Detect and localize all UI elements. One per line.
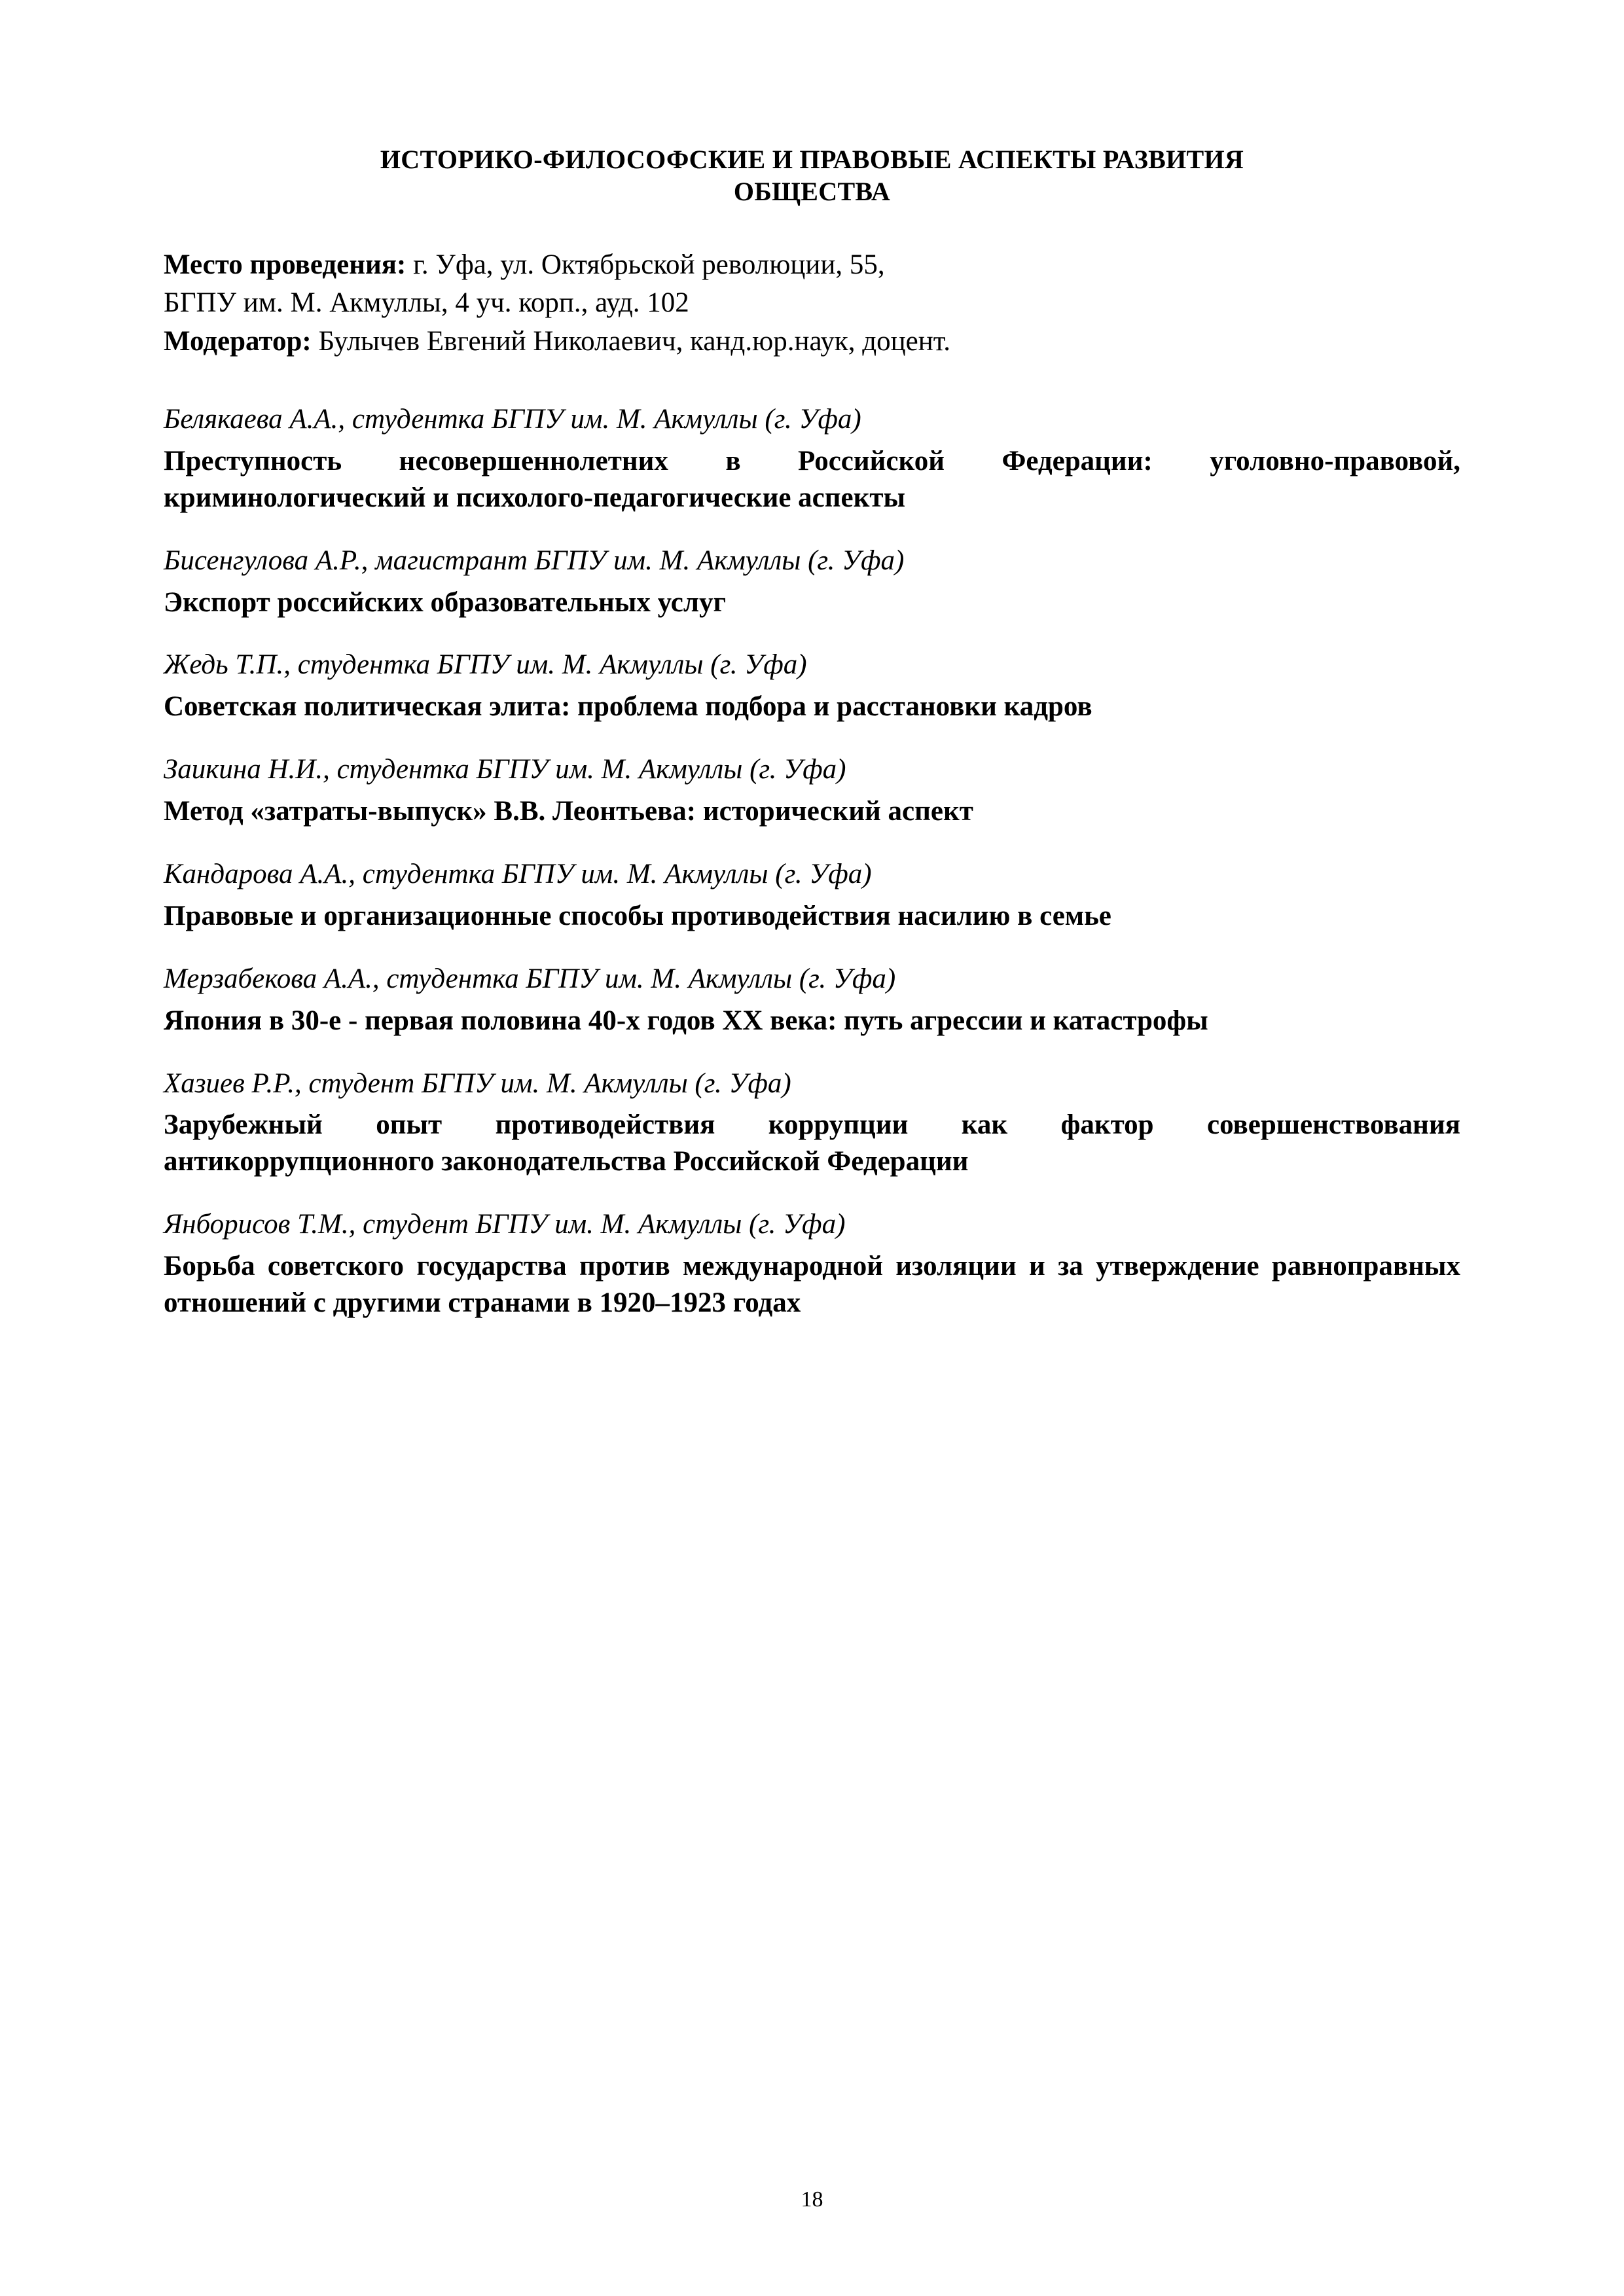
- venue-label: Место проведения:: [164, 249, 406, 280]
- entry-author: Бисенгулова А.Р., магистрант БГПУ им. М. Акмуллы (г. Уфа): [164, 545, 905, 576]
- venue-line-2: БГПУ им. М. Акмуллы, 4 уч. корп., ауд. 102: [164, 287, 689, 319]
- venue-block: [164, 246, 1460, 361]
- list-item: [164, 751, 1460, 830]
- entry-author: Хазиев Р.Р., студент БГПУ им. М. Акмуллы (г. Уфа): [164, 1067, 791, 1099]
- page-number: 18: [801, 2187, 823, 2212]
- page-title: [203, 144, 1421, 208]
- moderator-line: [164, 323, 1460, 361]
- venue-value: г. Уфа, ул. Октябрьской революции, 55,: [406, 249, 885, 280]
- entry-title: Преступность несовершеннолетних в Российской Федерации: уголовно-правовой, криминологический и психолого-педагогические аспекты: [164, 445, 1460, 513]
- entry-author: Мерзабекова А.А., студентка БГПУ им. М. Акмуллы (г. Уфа): [164, 963, 896, 994]
- entry-author: Жедь Т.П., студентка БГПУ им. М. Акмуллы (г. Уфа): [164, 649, 807, 681]
- entry-author: Янборисов Т.М., студент БГПУ им. М. Акмуллы (г. Уфа): [164, 1209, 846, 1240]
- entry-title: Япония в 30-е - первая половина 40-х годов XX века: путь агрессии и катастрофы: [164, 1005, 1208, 1036]
- entry-author: Кандарова А.А., студентка БГПУ им. М. Акмуллы (г. Уфа): [164, 859, 872, 890]
- entry-title: Правовые и организационные способы противодействия насилию в семье: [164, 900, 1111, 931]
- venue-line-1: [164, 246, 1460, 284]
- entry-title: Зарубежный опыт противодействия коррупции как фактор совершенствования антикоррупционного законодательства Российской Федерации: [164, 1109, 1460, 1177]
- list-item: [164, 856, 1460, 935]
- entry-author: Белякаева А.А., студентка БГПУ им. М. Акмуллы (г. Уфа): [164, 404, 861, 435]
- moderator-label: Модератор:: [164, 325, 312, 357]
- entry-title: Экспорт российских образовательных услуг: [164, 586, 727, 618]
- entry-title: Метод «затраты-выпуск» В.В. Леонтьева: исторический аспект: [164, 796, 973, 827]
- entry-title: Борьба советского государства против международной изоляции и за утверждение равноправных отношений с другими странами в 1920–1923 годах: [164, 1251, 1460, 1319]
- presentations-list: [164, 401, 1460, 1321]
- page-title-line-1: ИСТОРИКО-ФИЛОСОФСКИЕ И ПРАВОВЫЕ АСПЕКТЫ РАЗВИТИЯ: [380, 145, 1244, 174]
- list-item: [164, 1066, 1460, 1181]
- list-item: [164, 961, 1460, 1039]
- page-title-line-2: ОБЩЕСТВА: [733, 176, 891, 206]
- list-item: [164, 647, 1460, 725]
- moderator-value: Булычев Евгений Николаевич, канд.юр.наук, доцент.: [311, 325, 951, 357]
- list-item: [164, 1206, 1460, 1321]
- entry-author: Заикина Н.И., студентка БГПУ им. М. Акмуллы (г. Уфа): [164, 754, 846, 785]
- entry-title: Советская политическая элита: проблема подбора и расстановки кадров: [164, 691, 1092, 723]
- list-item: [164, 543, 1460, 621]
- list-item: [164, 401, 1460, 516]
